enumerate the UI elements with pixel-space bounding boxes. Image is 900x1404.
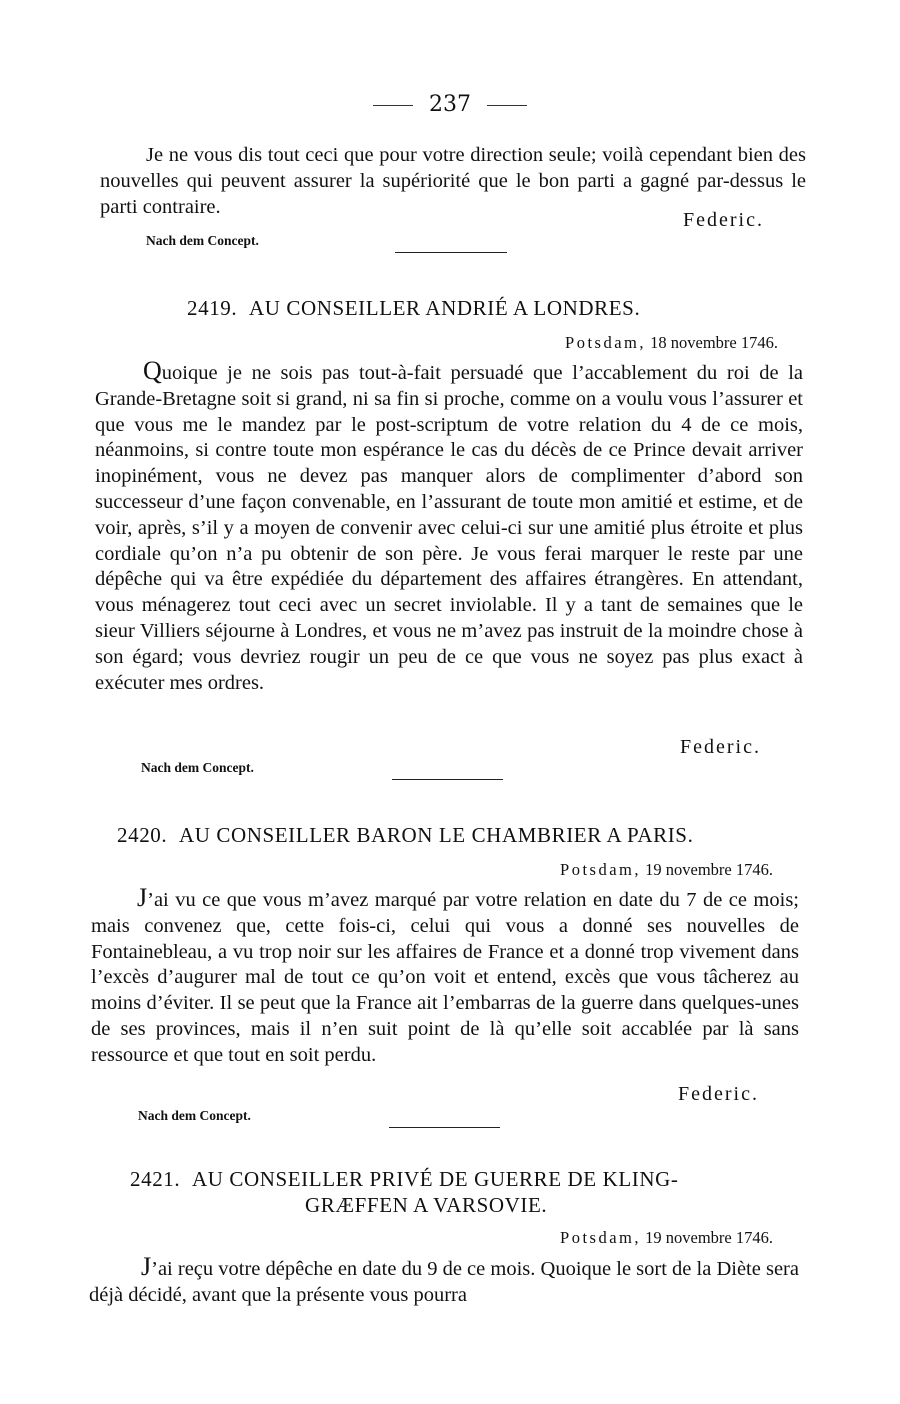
letter-heading	[187, 296, 640, 321]
letter-body: ’ai vu ce que vous m’avez marqué par votre relation en date du 7 de ce mois; mais convenez que, cette fois-ci, celui qui vous a donné ses nouvelles de Fontainebleau, a vu trop noir sur les affaires de France et a donné trop vivement dans l’excès d’augurer mal de tout ce qu’on voit et entend, excès que vous tâcherez au moins d’éviter. Il se peut que la France ait l’embarras de la guerre dans quelques-unes de ses provinces, mais il n’en suit point de là qu’elle soit accablée par là sans ressource et que tout en soit perdu.	[91, 889, 799, 1066]
letter-number: 2420.	[117, 823, 168, 847]
letter-title: AU CONSEILLER BARON LE CHAMBRIER A PARIS.	[178, 823, 694, 847]
signature: Federic.	[683, 209, 764, 231]
letter-date: 18 novembre 1746.	[650, 333, 778, 352]
letter-paragraph: Je ne vous dis tout ceci que pour votre direction seule; voilà cependant bien des nouvelles qui peuvent assurer la supériorité que le bon parti a gagné par-dessus le parti contraire.	[100, 144, 806, 218]
signature: Federic.	[678, 1083, 759, 1105]
section-divider	[395, 252, 507, 253]
letter-heading-continued: GRÆFFEN A VARSOVIE.	[305, 1193, 548, 1217]
header-dash-left	[373, 105, 413, 106]
header-dash-right	[487, 105, 527, 106]
letter-paragraph	[91, 885, 799, 1069]
letter-place: Potsdam,	[565, 333, 647, 352]
page-number: 237	[429, 92, 471, 117]
section-divider	[389, 1127, 500, 1128]
letter-body: ’ai reçu votre dépêche en date du 9 de ce mois. Quoique le sort de la Diète sera déjà décidé, avant que la présente vous pourra	[89, 1258, 799, 1306]
letter-place: Potsdam,	[560, 1228, 642, 1247]
letter-paragraph	[89, 1254, 799, 1309]
letter-title: AU CONSEILLER PRIVÉ DE GUERRE DE KLING-	[191, 1167, 679, 1191]
letter-place: Potsdam,	[560, 860, 642, 879]
letter-paragraph	[95, 358, 803, 696]
source-note: Nach dem Concept.	[138, 1108, 251, 1123]
section-divider	[392, 779, 503, 780]
source-note: Nach dem Concept.	[146, 233, 259, 248]
letter-number: 2419.	[187, 296, 238, 320]
page-header	[0, 92, 900, 117]
signature: Federic.	[680, 736, 761, 758]
letter-heading	[117, 823, 693, 848]
letter-dateline	[565, 333, 778, 353]
initial-letter: J	[141, 1252, 152, 1281]
letter-dateline	[560, 1228, 773, 1248]
initial-letter: Q	[143, 356, 162, 385]
letter-dateline	[560, 860, 773, 880]
initial-letter: J	[137, 883, 148, 912]
letter-date: 19 novembre 1746.	[645, 860, 773, 879]
letter-date: 19 novembre 1746.	[645, 1228, 773, 1247]
letter-body: uoique je ne sois pas tout-à-fait persuadé que l’accablement du roi de la Grande-Bretagne soit si grand, ni sa fin si proche, comme on a voulu vous l’assurer et que vous me le mandez par le post-scriptum de votre relation du 4 de ce mois, néanmoins, si contre toute mon espérance le cas du décès de ce Prince devait arriver inopinément, vous ne devez pas manquer alors de complimenter d’abord son successeur d’une façon convenable, en l’assurant de toute mon amitié et estime, et de voir, après, s’il y a moyen de convenir avec celui-ci sur une amitié plus étroite et plus cordiale qu’on n’a pu obtenir de son père. Je vous ferai marquer le reste par une dépêche qui va être expédiée du département des affaires étrangères. En attendant, vous ménagerez tout ceci avec un secret inviolable. Il y a tant de semaines que le sieur Villiers séjourne à Londres, et vous ne m’avez pas instruit de la moindre chose à son égard; vous devriez rougir un peu de ce que vous ne soyez pas plus exact à exécuter mes ordres.	[95, 362, 803, 694]
letter-title: AU CONSEILLER ANDRIÉ A LONDRES.	[248, 296, 641, 320]
source-note: Nach dem Concept.	[141, 760, 254, 775]
letter-number: 2421.	[130, 1167, 181, 1191]
letter-heading	[130, 1167, 678, 1192]
